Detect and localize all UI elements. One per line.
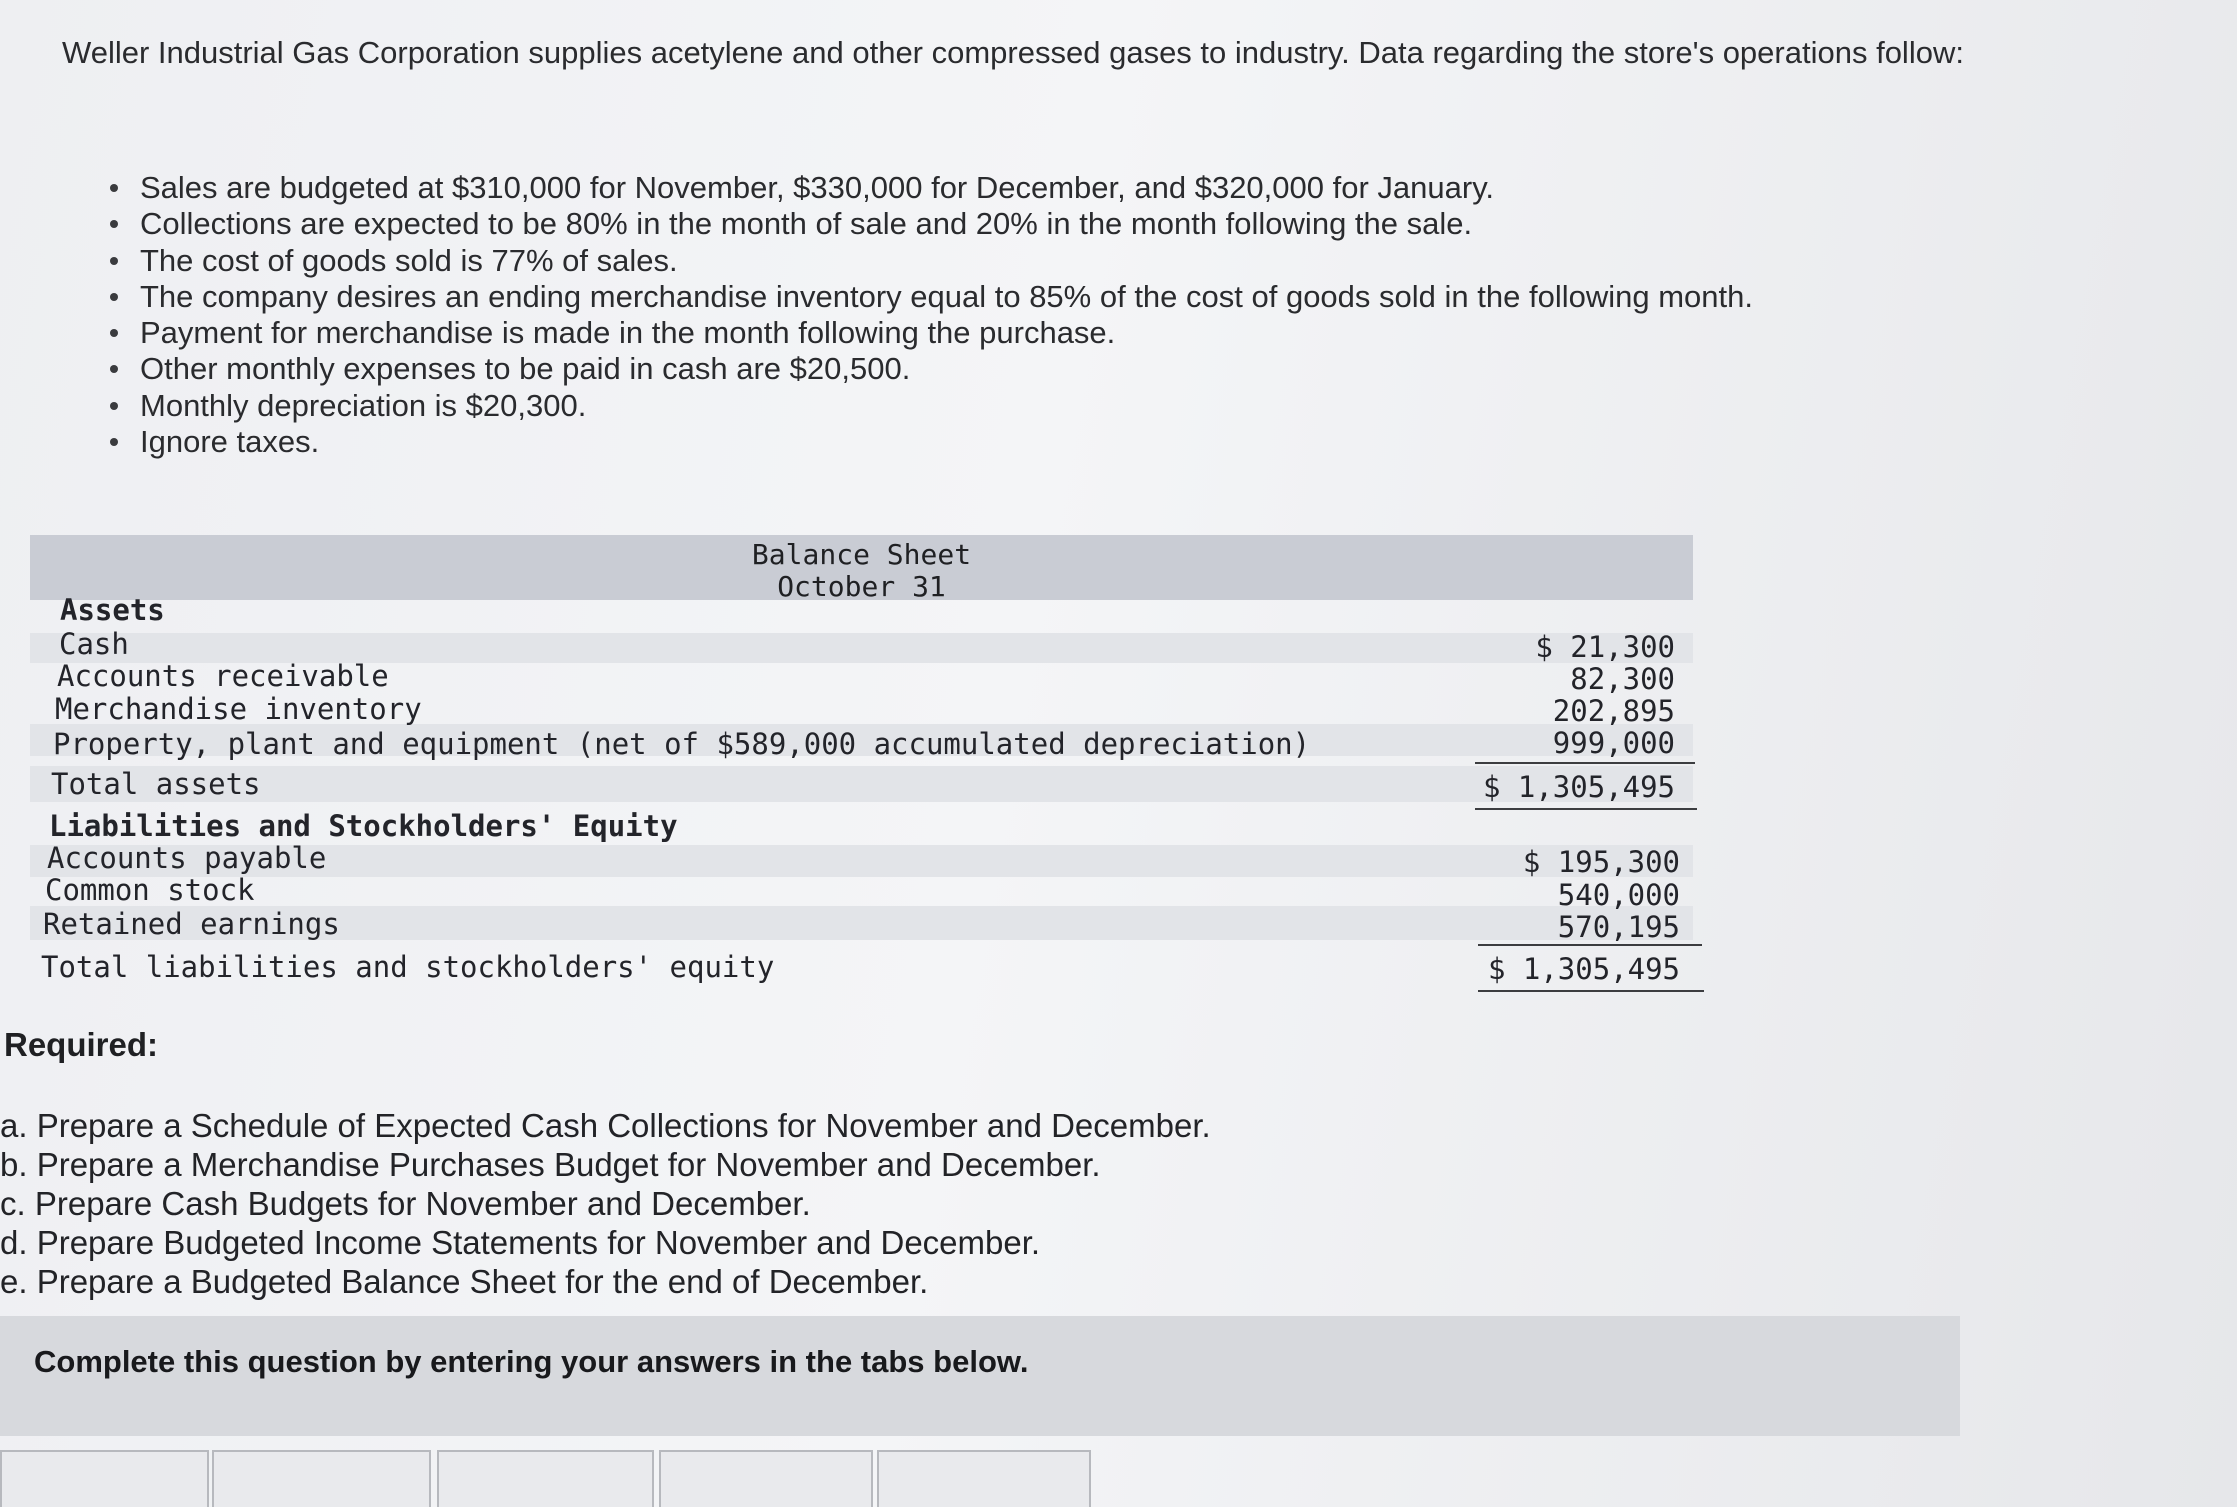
row-label-cash: Cash (59, 627, 129, 661)
amount-common-stock: 540,000 (1557, 878, 1680, 912)
balance-sheet-title-block (30, 539, 1693, 603)
row-label-accounts-receivable: Accounts receivable (57, 659, 389, 693)
balance-sheet-title: Balance Sheet (751, 538, 972, 571)
bullet-icon (110, 365, 118, 373)
assumptions-list (98, 170, 1753, 460)
tab-a[interactable] (0, 1450, 209, 1507)
list-item-text: Ignore taxes. (140, 424, 320, 460)
required-heading: Required: (4, 1026, 159, 1063)
bullet-icon (110, 220, 118, 228)
bullet-icon (110, 438, 118, 446)
list-item-text: Sales are budgeted at $310,000 for November, $330,000 for December, and $320,000 for January. (140, 170, 1495, 205)
liabilities-heading: Liabilities and Stockholders' Equity (49, 809, 678, 843)
list-item: b. Prepare a Merchandise Purchases Budget for November and December. (0, 1146, 1101, 1183)
list-item (98, 351, 1753, 387)
tab-d[interactable] (659, 1450, 873, 1507)
list-item-text: Other monthly expenses to be paid in cash are $20,500. (140, 351, 911, 387)
amount-merchandise-inventory: 202,895 (1552, 694, 1675, 728)
amount-accounts-receivable: 82,300 (1570, 662, 1675, 696)
list-item (98, 279, 1753, 315)
row-label-retained-earnings: Retained earnings (43, 907, 340, 941)
bullet-icon (110, 402, 118, 410)
tab-b[interactable] (212, 1450, 431, 1507)
instructions-text: Complete this question by entering your answers in the tabs below. (34, 1344, 1029, 1379)
list-item (98, 170, 1753, 206)
bullet-icon (110, 184, 118, 192)
list-item (98, 424, 1753, 460)
list-item (98, 315, 1753, 351)
assets-heading: Assets (60, 593, 165, 627)
list-item (98, 206, 1753, 242)
subtotal-rule (1478, 944, 1702, 946)
list-item-text: Collections are expected to be 80% in the month of sale and 20% in the month following the sale. (140, 206, 1473, 242)
amount-total-liabilities: $ 1,305,495 (1487, 952, 1680, 986)
balance-sheet-date: October 31 (777, 570, 946, 603)
row-label-total-liabilities: Total liabilities and stockholders' equity (41, 950, 775, 984)
bullet-icon (110, 329, 118, 337)
list-item-text: The cost of goods sold is 77% of sales. (140, 242, 678, 278)
row-label-total-assets: Total assets (51, 767, 261, 801)
amount-total-assets: $ 1,305,495 (1482, 770, 1675, 804)
row-band (30, 766, 1693, 802)
row-label-merchandise-inventory: Merchandise inventory (55, 692, 422, 726)
tab-e[interactable] (877, 1450, 1091, 1507)
row-label-accounts-payable: Accounts payable (47, 841, 327, 875)
bullet-icon (110, 257, 118, 265)
amount-retained-earnings: 570,195 (1557, 910, 1680, 944)
list-item: a. Prepare a Schedule of Expected Cash Collections for November and December. (0, 1107, 1211, 1144)
list-item-text: Monthly depreciation is $20,300. (140, 387, 587, 423)
list-item-text: The company desires an ending merchandise inventory equal to 85% of the cost of goods sold in the following month. (140, 278, 1753, 314)
row-label-common-stock: Common stock (45, 873, 255, 907)
row-label-ppe: Property, plant and equipment (net of $589,000 accumulated depreciation) (53, 727, 1311, 761)
problem-intro: Weller Industrial Gas Corporation supplies acetylene and other compressed gases to industry. Data regarding the store's operations follow: (62, 35, 1964, 70)
subtotal-rule (1475, 762, 1695, 764)
total-rule (1478, 990, 1704, 992)
list-item-text: Payment for merchandise is made in the month following the purchase. (140, 315, 1116, 351)
bullet-icon (110, 293, 118, 301)
total-rule (1475, 808, 1697, 810)
list-item (98, 243, 1753, 279)
task-list (0, 1106, 1211, 1301)
instructions-banner (0, 1316, 1960, 1436)
list-item: d. Prepare Budgeted Income Statements for November and December. (0, 1224, 1041, 1261)
list-item: c. Prepare Cash Budgets for November and December. (0, 1185, 811, 1222)
list-item (98, 388, 1753, 424)
balance-sheet-header (30, 535, 1693, 603)
amount-cash: $ 21,300 (1535, 630, 1675, 664)
amount-accounts-payable: $ 195,300 (1522, 845, 1680, 879)
amount-ppe: 999,000 (1552, 726, 1675, 760)
tab-c[interactable] (437, 1450, 654, 1507)
list-item: e. Prepare a Budgeted Balance Sheet for the end of December. (0, 1263, 929, 1300)
